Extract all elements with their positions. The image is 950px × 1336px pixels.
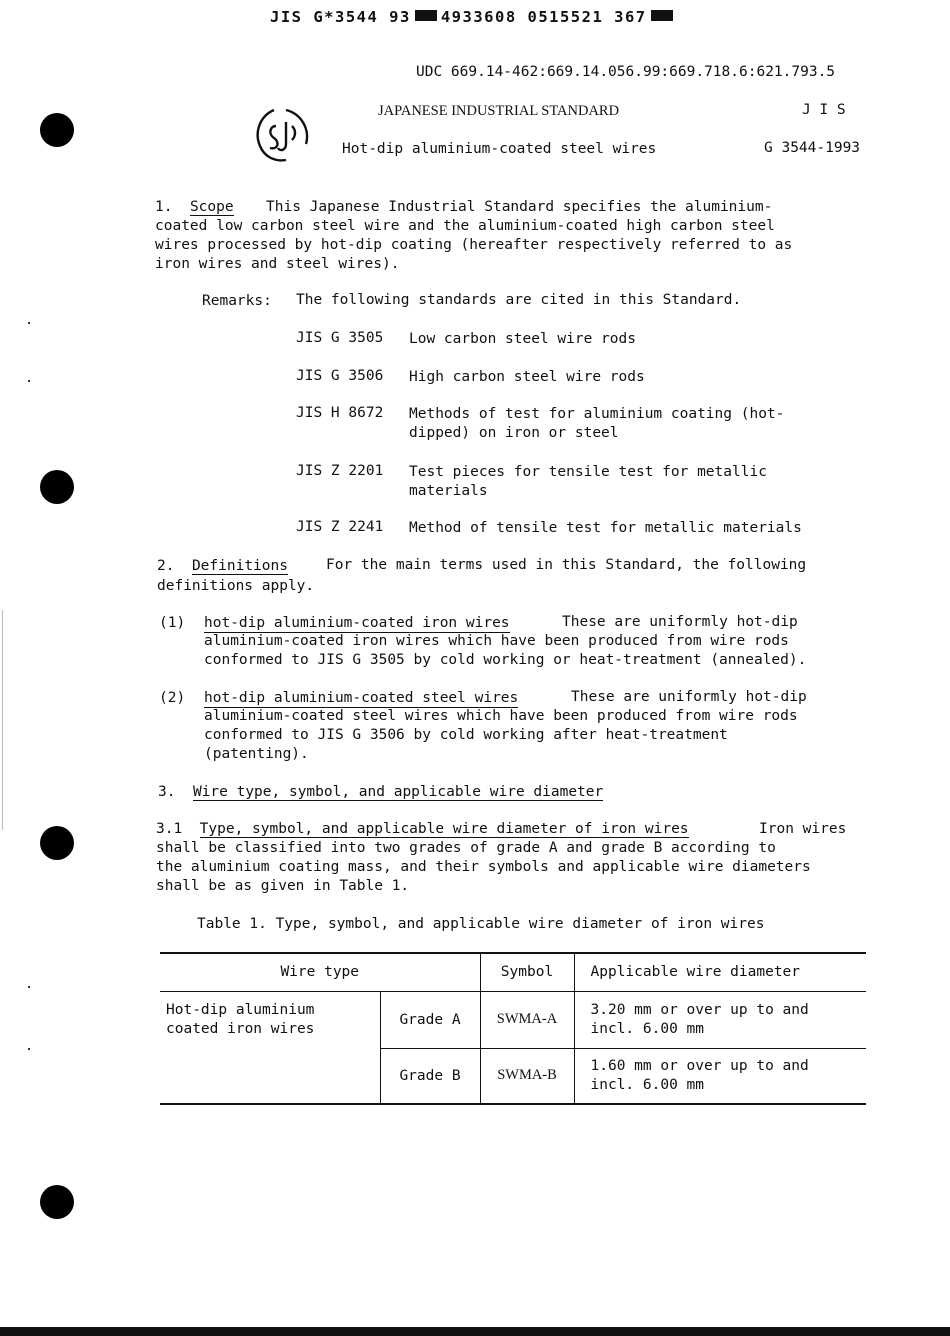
standard-org: JAPANESE INDUSTRIAL STANDARD xyxy=(378,103,620,119)
standard-title: Hot-dip aluminium-coated steel wires xyxy=(342,141,657,157)
cell-grade: Grade A xyxy=(380,991,480,1048)
binder-hole xyxy=(40,826,74,860)
section-3-1-line-2: shall be classified into two grades of grade A and grade B according to xyxy=(156,840,776,856)
table-row xyxy=(160,991,866,1048)
cited-standard-code: JIS G 3506 xyxy=(296,368,384,384)
scan-left-edge xyxy=(2,610,3,830)
definition-text-line: conformed to JIS G 3506 by cold working after heat-treatment xyxy=(204,727,728,743)
table-caption: Table 1. Type, symbol, and applicable wire diameter of iron wires xyxy=(197,916,765,932)
definition-number: (1) xyxy=(159,615,186,631)
definitions-line-1: For the main terms used in this Standard, the following xyxy=(326,557,807,573)
definition-text-line: These are uniformly hot-dip xyxy=(562,614,798,630)
definition-term: hot-dip aluminium-coated steel wires xyxy=(204,690,519,706)
scope-line-4: iron wires and steel wires). xyxy=(155,256,400,272)
binder-hole xyxy=(40,113,74,147)
section-title: Scope xyxy=(189,199,234,215)
scan-speck xyxy=(28,322,30,324)
scan-speck xyxy=(28,986,30,988)
header-code-part1: JIS G*3544 93 xyxy=(270,8,411,26)
section-title: Definitions xyxy=(191,558,288,574)
cell-diameter: 1.60 mm or over up to and incl. 6.00 mm xyxy=(574,1048,866,1104)
standard-code: J I S xyxy=(802,102,846,118)
cited-standard-code: JIS G 3505 xyxy=(296,330,384,346)
section-3-1-line-3: the aluminium coating mass, and their symbols and applicable wire diameters xyxy=(156,859,811,875)
table-header-row xyxy=(160,953,866,991)
section-number: 2. xyxy=(157,558,175,574)
scan-speck xyxy=(28,380,30,382)
scope-line-1: This Japanese Industrial Standard specifies the aluminium- xyxy=(266,199,773,215)
binder-hole xyxy=(40,470,74,504)
section-title: Wire type, symbol, and applicable wire diameter xyxy=(192,784,604,800)
binder-hole xyxy=(40,1185,74,1219)
header-wire-type: Wire type xyxy=(160,953,480,991)
document-header-code xyxy=(270,8,677,26)
cell-symbol: SWMA-A xyxy=(480,991,574,1048)
redaction-block xyxy=(415,10,437,21)
section-3-1-heading xyxy=(156,821,689,837)
cited-standard-title: Method of tensile test for metallic materials xyxy=(409,520,802,536)
table-1 xyxy=(160,952,866,1105)
header-diameter: Applicable wire diameter xyxy=(574,953,866,991)
section-number: 1. xyxy=(155,199,173,215)
header-symbol: Symbol xyxy=(480,953,574,991)
cell-symbol: SWMA-B xyxy=(480,1048,574,1104)
section-3-1-line-1: Iron wires xyxy=(759,821,847,837)
definitions-line-2: definitions apply. xyxy=(157,578,315,594)
standard-number: G 3544-1993 xyxy=(764,140,861,156)
scope-line-3: wires processed by hot-dip coating (hereafter respectively referred to as xyxy=(155,237,793,253)
udc-number: UDC 669.14-462:669.14.056.99:669.718.6:621.793.5 xyxy=(416,64,836,80)
section-1-heading xyxy=(155,199,234,215)
cited-standard-code: JIS Z 2241 xyxy=(296,519,384,535)
cited-standard-title: Low carbon steel wire rods xyxy=(409,331,636,347)
cited-standard-title: Methods of test for aluminium coating (hot- dipped) on iron or steel xyxy=(409,406,785,441)
section-number: 3. xyxy=(158,784,176,800)
section-title: Type, symbol, and applicable wire diameter of iron wires xyxy=(199,821,689,837)
remarks-label: Remarks: xyxy=(202,293,272,309)
definition-number: (2) xyxy=(159,690,186,706)
scan-speck xyxy=(28,1048,30,1050)
cited-standard-code: JIS Z 2201 xyxy=(296,463,384,479)
definition-text-line: aluminium-coated iron wires which have been produced from wire rods xyxy=(204,633,789,649)
section-2-heading xyxy=(157,558,288,574)
cell-diameter: 3.20 mm or over up to and incl. 6.00 mm xyxy=(574,991,866,1048)
definition-term: hot-dip aluminium-coated iron wires xyxy=(204,615,510,631)
definition-text-line: conformed to JIS G 3505 by cold working or heat-treatment (annealed). xyxy=(204,652,807,668)
definition-text-line: aluminium-coated steel wires which have been produced from wire rods xyxy=(204,708,798,724)
cell-wire-type: Hot-dip aluminium coated iron wires xyxy=(160,991,380,1104)
scope-line-2: coated low carbon steel wire and the aluminium-coated high carbon steel xyxy=(155,218,775,234)
section-3-1-line-4: shall be as given in Table 1. xyxy=(156,878,410,894)
cited-standard-title: Test pieces for tensile test for metallic materials xyxy=(409,464,767,499)
cited-standard-code: JIS H 8672 xyxy=(296,405,384,421)
section-number: 3.1 xyxy=(156,821,183,837)
section-3-heading xyxy=(158,784,603,800)
cited-standard-title: High carbon steel wire rods xyxy=(409,369,645,385)
header-code-part2: 4933608 0515521 367 xyxy=(440,8,647,26)
jis-logo-icon xyxy=(252,104,314,166)
remarks-intro: The following standards are cited in this Standard. xyxy=(296,292,742,308)
cell-grade: Grade B xyxy=(380,1048,480,1104)
redaction-block xyxy=(651,10,673,21)
definition-text-line: (patenting). xyxy=(204,746,309,762)
scan-bottom-edge xyxy=(0,1327,950,1336)
definition-text-line: These are uniformly hot-dip xyxy=(571,689,807,705)
